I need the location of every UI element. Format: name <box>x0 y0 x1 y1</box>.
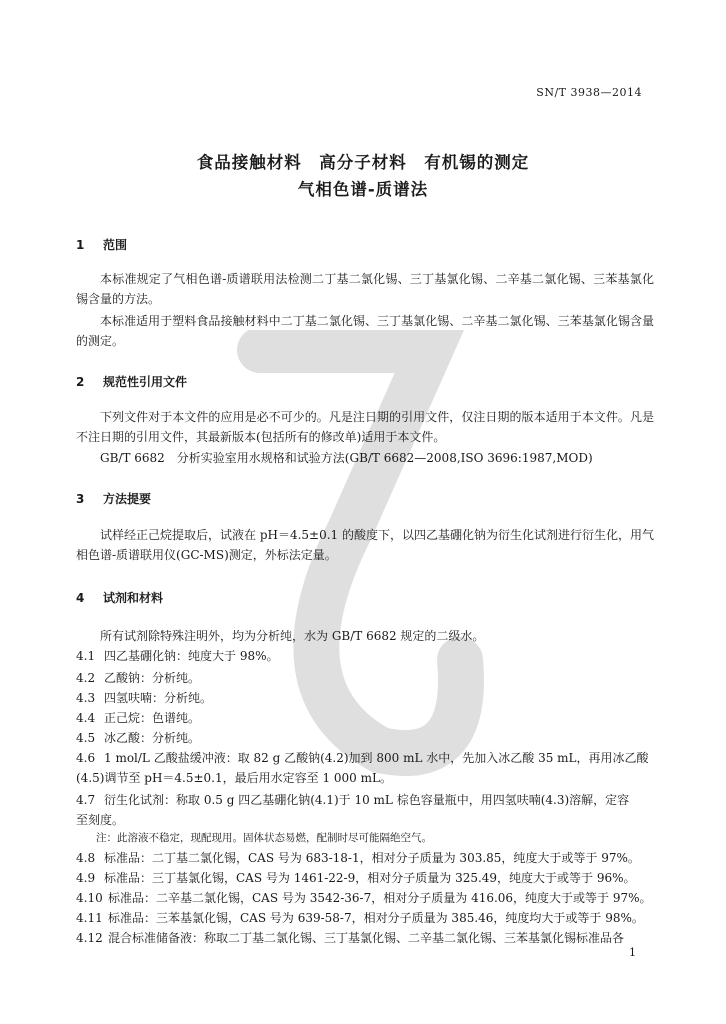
item-number: 4.9 <box>76 871 96 885</box>
list-item <box>76 668 656 688</box>
section-title: 试剂和材料 <box>103 591 164 605</box>
document-title: 食品接触材料 高分子材料 有机锡的测定 <box>196 153 530 172</box>
item-number: 4.4 <box>76 711 96 725</box>
section-number: 2 <box>76 375 85 389</box>
item-number: 4.5 <box>76 731 96 745</box>
item-number: 4.11 <box>76 911 103 925</box>
section-heading-2 <box>76 373 187 390</box>
item-text: 冰乙酸：分析纯。 <box>104 731 201 745</box>
item-text: 标准品：二丁基二氯化锡，CAS 号为 683-18-1，相对分子质量为 303.85，纯度大于或等于 97%。 <box>104 851 640 865</box>
list-item <box>76 888 656 908</box>
list-item <box>76 790 656 810</box>
list-item <box>76 848 656 868</box>
section-title: 范围 <box>103 238 128 252</box>
section-title: 规范性引用文件 <box>103 375 188 389</box>
normative-paragraph: 下列文件对于本文件的应用是必不可少的。凡是注日期的引用文件，仅注日期的版本适用于本文件。凡是不注日期的引用文件，其最新版本(包括所有的修改单)适用于本文件。 <box>76 410 654 444</box>
reagents-intro: 所有试剂除特殊注明外，均为分析纯，水为 GB/T 6682 规定的二级水。 <box>100 629 485 643</box>
list-item-continuation: 至刻度。 <box>76 813 125 827</box>
item-text: 标准品：二辛基二氯化锡，CAS 号为 3542-36-7，相对分子质量为 416.06，纯度大于或等于 97%。 <box>108 891 652 905</box>
item-text: 标准品：三丁基氯化锡，CAS 号为 1461-22-9，相对分子质量为 325.49，纯度大于或等于 96%。 <box>104 871 636 885</box>
standard-code: SN/T 3938—2014 <box>536 86 642 99</box>
list-item <box>76 646 656 666</box>
item-number: 4.1 <box>76 649 96 663</box>
scope-paragraph-2: 本标准适用于塑料食品接触材料中二丁基二氯化锡、三丁基氯化锡、二辛基二氯化锡、三苯基氯化锡含量的测定。 <box>76 314 654 348</box>
list-item <box>76 748 656 768</box>
item-number: 4.6 <box>76 751 96 765</box>
section-number: 3 <box>76 492 85 506</box>
item-number: 4.8 <box>76 851 96 865</box>
list-item <box>76 728 656 748</box>
section-heading-3 <box>76 490 151 507</box>
list-item <box>76 708 656 728</box>
item-text: 混合标准储备液：称取二丁基二氯化锡、三丁基氯化锡、二辛基二氯化锡、三苯基氯化锡标准品各 <box>108 931 625 945</box>
item-text: 四氢呋喃：分析纯。 <box>104 691 213 705</box>
item-number: 4.7 <box>76 793 96 807</box>
item-number: 4.3 <box>76 691 96 705</box>
item-text: 1 mol/L 乙酸盐缓冲液：取 82 g 乙酸钠(4.2)加到 800 mL 水中，先加入冰乙酸 35 mL，再用冰乙酸 <box>104 751 649 765</box>
item-text: 四乙基硼化钠：纯度大于 98%。 <box>104 649 279 663</box>
list-item-continuation: (4.5)调节至 pH＝4.5±0.1，最后用水定容至 1 000 mL。 <box>76 771 392 785</box>
list-item <box>76 928 656 948</box>
item-number: 4.12 <box>76 931 103 945</box>
item-number: 4.10 <box>76 891 103 905</box>
note-text: 注：此溶液不稳定，现配现用。固体状态易燃，配制时尽可能隔绝空气。 <box>96 832 432 844</box>
page-number: 1 <box>629 946 636 959</box>
section-heading-1 <box>76 236 127 253</box>
method-summary-paragraph: 试样经正己烷提取后，试液在 pH＝4.5±0.1 的酸度下，以四乙基硼化钠为衍生化试剂进行衍生化，用气相色谱-质谱联用仪(GC-MS)测定，外标法定量。 <box>76 528 655 562</box>
normative-reference: GB/T 6682 分析实验室用水规格和试验方法(GB/T 6682—2008,ISO 3696:1987,MOD) <box>100 451 593 465</box>
scope-paragraph-1: 本标准规定了气相色谱-质谱联用法检测二丁基二氯化锡、三丁基氯化锡、二辛基二氯化锡、三苯基氯化锡含量的方法。 <box>76 272 654 306</box>
section-heading-4 <box>76 589 163 606</box>
item-number: 4.2 <box>76 671 96 685</box>
item-text: 衍生化试剂：称取 0.5 g 四乙基硼化钠(4.1)于 10 mL 棕色容量瓶中，用四氢呋喃(4.3)溶解，定容 <box>104 793 630 807</box>
section-number: 1 <box>76 238 85 252</box>
list-item <box>76 908 656 928</box>
item-text: 乙酸钠：分析纯。 <box>104 671 201 685</box>
list-item <box>76 868 656 888</box>
section-number: 4 <box>76 591 85 605</box>
item-text: 标准品：三苯基氯化锡，CAS 号为 639-58-7，相对分子质量为 385.46，纯度均大于或等于 98%。 <box>108 911 644 925</box>
item-text: 正己烷：色谱纯。 <box>104 711 201 725</box>
list-item <box>76 688 656 708</box>
section-title: 方法提要 <box>103 492 152 506</box>
document-subtitle: 气相色谱-质谱法 <box>297 180 429 199</box>
